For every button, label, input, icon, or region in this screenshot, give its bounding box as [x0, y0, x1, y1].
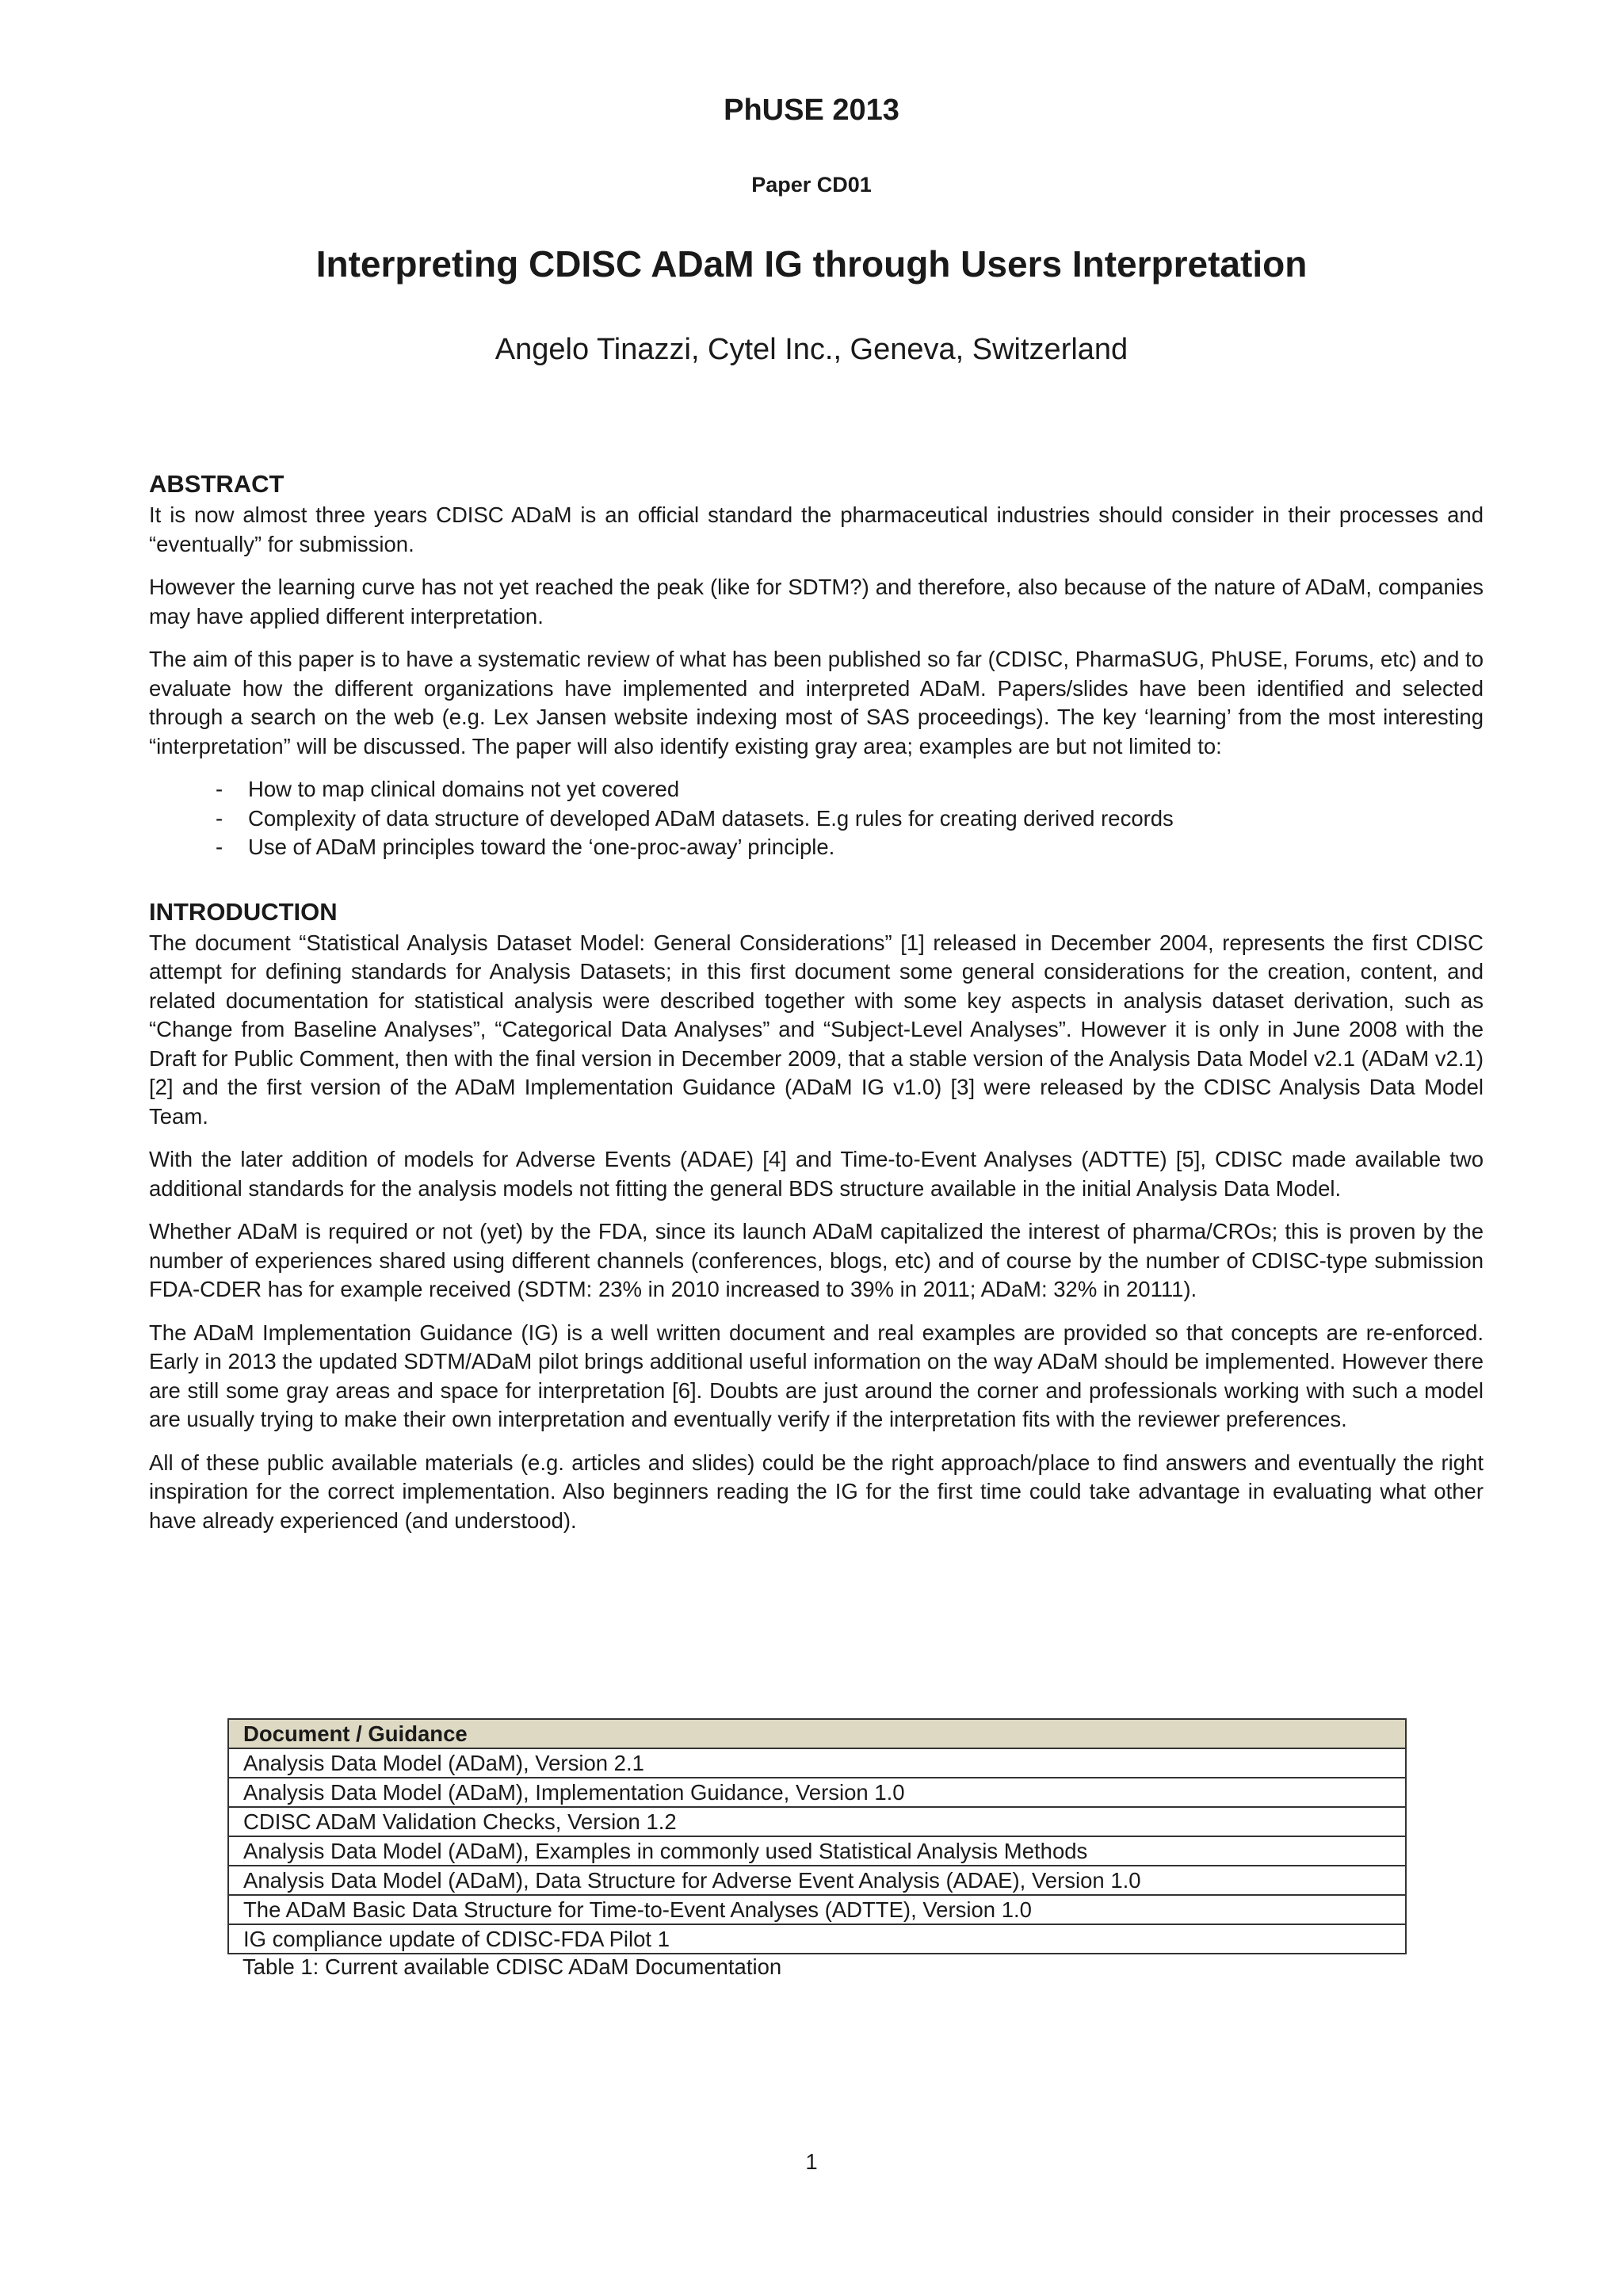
list-item-text: Complexity of data structure of developed ADaM datasets. E.g rules for creating derived records: [248, 805, 1174, 831]
dash-bullet: -: [216, 805, 223, 831]
table-row: [228, 1778, 1406, 1807]
table-row: [228, 1866, 1406, 1895]
list-item-text: Use of ADaM principles toward the ‘one-proc-away’ principle.: [248, 835, 835, 859]
table-cell: Analysis Data Model (ADaM), Implementation Guidance, Version 1.0: [228, 1778, 1406, 1807]
list-item: [149, 833, 1484, 862]
table-cell: Analysis Data Model (ADaM), Examples in commonly used Statistical Analysis Methods: [228, 1836, 1406, 1866]
list-item: [149, 804, 1484, 834]
dash-bullet: -: [216, 835, 223, 859]
adam-documentation-table: [227, 1718, 1407, 1954]
page-number: 1: [805, 2149, 818, 2174]
table-row: [228, 1748, 1406, 1778]
table-cell: IG compliance update of CDISC-FDA Pilot 1: [228, 1924, 1406, 1954]
author-line: Angelo Tinazzi, Cytel Inc., Geneva, Switzerland: [495, 333, 1128, 366]
introduction-heading: INTRODUCTION: [149, 897, 338, 926]
table-cell: Analysis Data Model (ADaM), Data Structure for Adverse Event Analysis (ADAE), Version 1.0: [228, 1866, 1406, 1895]
abstract-paragraph: However the learning curve has not yet reached the peak (like for SDTM?) and therefore, also because of the nature of ADaM, companies may have applied different interpretation.: [149, 575, 1484, 628]
introduction-paragraph: All of these public available materials (e.g. articles and slides) could be the right approach/place to find answers and eventually the right inspiration for the correct implementation. Also beginners reading the IG for the first time could take advantage in evaluating what other have already experienced (and understood).: [149, 1450, 1484, 1533]
dash-bullet: -: [216, 777, 223, 801]
table-header-row: [228, 1719, 1406, 1748]
paper-number: Paper CD01: [751, 173, 872, 197]
section-spacer: [149, 862, 1484, 897]
paper-body: [149, 469, 1484, 1549]
abstract-paragraph: It is now almost three years CDISC ADaM is an official standard the pharmaceutical industries should consider in their processes and “eventually” for submission.: [149, 502, 1484, 556]
gray-area-list: [149, 775, 1484, 862]
table-header-cell: Document / Guidance: [228, 1719, 1406, 1748]
table-cell: CDISC ADaM Validation Checks, Version 1.2: [228, 1807, 1406, 1836]
table-row: [228, 1836, 1406, 1866]
table-row: [228, 1807, 1406, 1836]
table-cell: The ADaM Basic Data Structure for Time-to-Event Analyses (ADTTE), Version 1.0: [228, 1895, 1406, 1924]
list-item: [149, 775, 1484, 804]
abstract-heading: ABSTRACT: [149, 470, 285, 498]
introduction-section: [149, 897, 1484, 1536]
conference-name: PhUSE 2013: [724, 94, 899, 127]
abstract-paragraph: The aim of this paper is to have a systematic review of what has been published so far (CDISC, PharmaSUG, PhUSE, Forums, etc) and to evaluate how the different organizations have implemented and interpreted ADaM. Papers/slides have been identified and selected through a search on the web (e.g. Lex Jansen website indexing most of SAS proceedings). The key ‘learning’ from the most interesting “interpretation” will be discussed. The paper will also identify existing gray area; examples are but not limited to:: [149, 647, 1484, 758]
list-item-text: How to map clinical domains not yet covered: [248, 777, 680, 801]
table-caption: Table 1: Current available CDISC ADaM Documentation: [242, 1954, 782, 1979]
introduction-paragraph: The document “Statistical Analysis Dataset Model: General Considerations” [1] released in December 2004, represents the first CDISC attempt for defining standards for Analysis Datasets; in this first document some general considerations for the creation, content, and related documentation for statistical analysis were described together with some key aspects in analysis dataset derivation, such as “Change from Baseline Analyses”, “Categorical Data Analyses” and “Subject-Level Analyses”. However it is only in June 2008 with the Draft for Public Comment, then with the final version in December 2009, that a stable version of the Analysis Data Model v2.1 (ADaM v2.1) [2] and the first version of the ADaM Implementation Guidance (ADaM IG v1.0) [3] were released by the CDISC Analysis Data Model Team.: [149, 930, 1484, 1129]
paper-title: Interpreting CDISC ADaM IG through Users Interpretation: [315, 243, 1308, 285]
introduction-paragraph: With the later addition of models for Adverse Events (ADAE) [4] and Time-to-Event Analyses (ADTTE) [5], CDISC made available two additional standards for the analysis models not fitting the general BDS structure available in the initial Analysis Data Model.: [149, 1147, 1484, 1201]
table-cell: Analysis Data Model (ADaM), Version 2.1: [228, 1748, 1406, 1778]
introduction-paragraph: The ADaM Implementation Guidance (IG) is a well written document and real examples are provided so that concepts are re-enforced. Early in 2013 the updated SDTM/ADaM pilot brings additional useful information on the way ADaM should be implemented. However there are still some gray areas and space for interpretation [6]. Doubts are just around the corner and professionals working with such a model are usually trying to make their own interpretation and eventually verify if the interpretation fits with the reviewer preferences.: [149, 1320, 1484, 1431]
table-row: [228, 1895, 1406, 1924]
introduction-paragraph: Whether ADaM is required or not (yet) by the FDA, since its launch ADaM capitalized the interest of pharma/CROs; this is proven by the number of experiences shared using different channels (conferences, blogs, etc) and of course by the number of CDISC-type submission FDA-CDER has for example received (SDTM: 23% in 2010 increased to 39% in 2011; ADaM: 32% in 20111).: [149, 1219, 1484, 1301]
abstract-section: [149, 469, 1484, 862]
table-row: [228, 1924, 1406, 1954]
